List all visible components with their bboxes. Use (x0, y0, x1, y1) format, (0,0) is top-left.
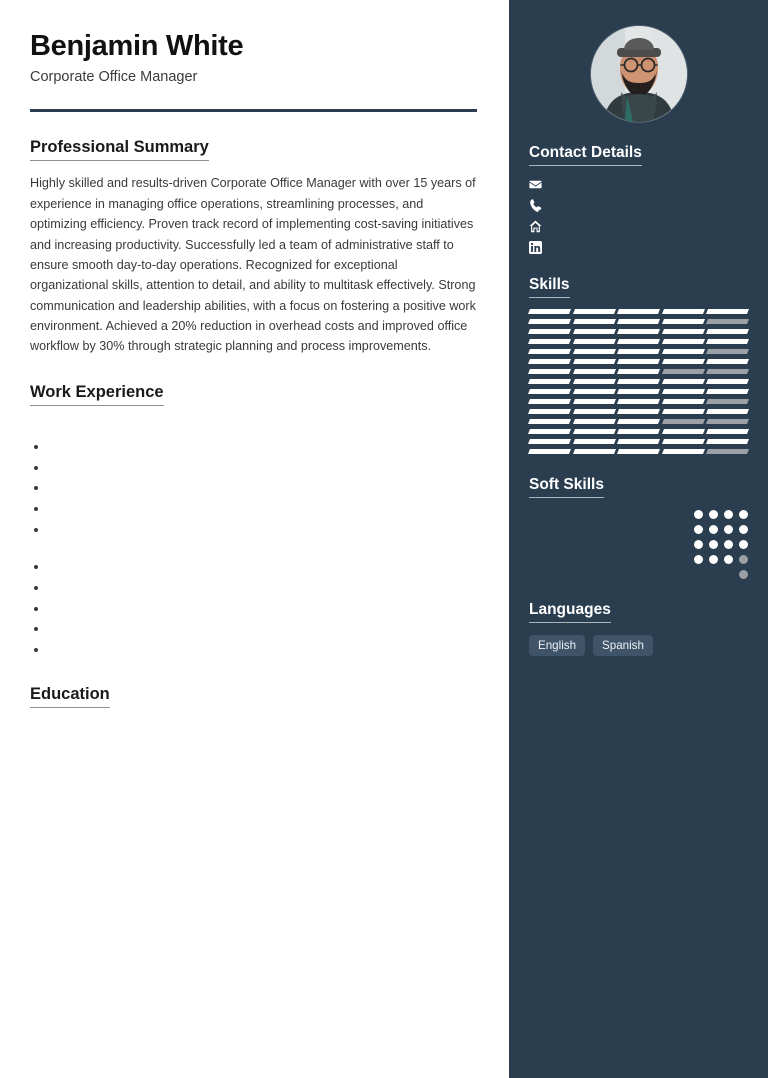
skill-segment (573, 449, 616, 454)
soft-skill-dot (724, 510, 733, 519)
skill-segment (528, 409, 571, 414)
soft-skill-row (529, 510, 748, 519)
language-chip[interactable]: English (529, 635, 585, 656)
skill-segment (617, 329, 660, 334)
skill-bar (529, 449, 748, 454)
job-bullet (48, 599, 477, 618)
skill-segment (573, 329, 616, 334)
skill-segment (706, 369, 749, 374)
soft-skill-dot (724, 540, 733, 549)
education-list (30, 732, 477, 744)
skill-segment (662, 309, 705, 314)
skill-row (529, 389, 748, 394)
skill-bar (529, 329, 748, 334)
skill-segment (706, 429, 749, 434)
skill-segment (617, 389, 660, 394)
contact-row[interactable] (529, 178, 748, 191)
home-icon (529, 220, 546, 233)
soft-skill-dot (694, 540, 703, 549)
skill-row (529, 359, 748, 364)
skill-segment (662, 359, 705, 364)
skill-segment (662, 379, 705, 384)
skill-row (529, 409, 748, 414)
skill-bar (529, 389, 748, 394)
skill-segment (528, 359, 571, 364)
linkedin-icon (529, 241, 546, 254)
candidate-role: Corporate Office Manager (30, 69, 198, 86)
job-list (30, 430, 477, 659)
skill-segment (573, 389, 616, 394)
skill-bar (529, 399, 748, 404)
skill-segment (573, 319, 616, 324)
skill-segment (706, 439, 749, 444)
skill-segment (528, 389, 571, 394)
job-bullet (48, 499, 477, 518)
skill-row (529, 309, 748, 314)
skill-list (529, 309, 748, 454)
skill-row (529, 349, 748, 354)
skill-segment (573, 439, 616, 444)
soft-skill-rating (694, 510, 748, 519)
avatar-portrait-icon (591, 26, 687, 122)
skill-segment (617, 369, 660, 374)
soft-skill-dot (739, 525, 748, 534)
envelope-icon (529, 178, 546, 191)
skill-segment (573, 429, 616, 434)
section-soft-skills (529, 476, 748, 579)
section-title-skills: Skills (529, 276, 570, 298)
job-bullet (48, 578, 477, 597)
skill-bar (529, 429, 748, 434)
job-bullet (48, 520, 477, 539)
section-skills (529, 276, 748, 454)
soft-skill-dot (694, 555, 703, 564)
skill-row (529, 319, 748, 324)
skill-segment (573, 399, 616, 404)
skill-segment (662, 369, 705, 374)
skill-segment (706, 379, 749, 384)
soft-skill-rating (694, 525, 748, 534)
skill-segment (573, 359, 616, 364)
language-list (529, 635, 748, 656)
skill-bar (529, 319, 748, 324)
skill-segment (617, 359, 660, 364)
skill-segment (617, 349, 660, 354)
skill-row (529, 439, 748, 444)
job-bullet (48, 437, 477, 456)
skill-row (529, 429, 748, 434)
contact-row[interactable] (529, 241, 748, 254)
job-bullet (48, 557, 477, 576)
soft-skill-dot (739, 540, 748, 549)
section-title-work: Work Experience (30, 383, 164, 406)
soft-skill-dot (724, 525, 733, 534)
skill-segment (573, 309, 616, 314)
skill-segment (617, 399, 660, 404)
skill-bar (529, 409, 748, 414)
skill-segment (528, 329, 571, 334)
skill-segment (706, 409, 749, 414)
skill-segment (528, 369, 571, 374)
skill-segment (706, 309, 749, 314)
soft-skill-row (529, 540, 748, 549)
skill-segment (528, 339, 571, 344)
skill-row (529, 339, 748, 344)
skill-segment (528, 309, 571, 314)
skill-segment (573, 409, 616, 414)
avatar (591, 26, 687, 122)
skill-segment (617, 309, 660, 314)
skill-segment (528, 449, 571, 454)
soft-skill-row-overflow (529, 570, 748, 579)
language-chip[interactable]: Spanish (593, 635, 653, 656)
section-title-contact: Contact Details (529, 144, 642, 166)
section-title-languages: Languages (529, 601, 611, 623)
soft-skill-dot (724, 555, 733, 564)
skill-segment (573, 369, 616, 374)
skill-row (529, 329, 748, 334)
skill-segment (706, 329, 749, 334)
contact-list (529, 178, 748, 254)
skill-row (529, 369, 748, 374)
skill-segment (617, 339, 660, 344)
skill-segment (617, 439, 660, 444)
soft-skill-dot (709, 540, 718, 549)
soft-skill-row (529, 525, 748, 534)
skill-bar (529, 419, 748, 424)
soft-skill-dot (709, 510, 718, 519)
skill-segment (662, 449, 705, 454)
soft-skill-dot (709, 525, 718, 534)
skill-segment (662, 439, 705, 444)
skill-row (529, 449, 748, 454)
skill-segment (573, 349, 616, 354)
skill-segment (573, 419, 616, 424)
skill-segment (662, 429, 705, 434)
skill-segment (528, 439, 571, 444)
section-title-summary: Professional Summary (30, 138, 209, 161)
skill-bar (529, 309, 748, 314)
job-bullet (48, 458, 477, 477)
skill-row (529, 379, 748, 384)
soft-skill-dot (739, 510, 748, 519)
job-bullet-list (48, 557, 477, 658)
skill-segment (662, 419, 705, 424)
skill-segment (617, 319, 660, 324)
section-contact-details (529, 144, 748, 254)
soft-skill-dot (694, 510, 703, 519)
summary-text: Highly skilled and results-driven Corporate Office Manager with over 15 years of experience in managing office operations, streamlining processes, and optimizing efficiency. Proven track record of implementing cost-saving initiatives and increasing productivity. Successfully led a team of administrative staff to ensure smooth day-to-day operations. Recognized for exceptional organizational skills, attention to detail, and ability to multitask effectively. Strong communication and leadership abilities, with a focus on fostering a positive work environment. Achieved a 20% reduction in overhead costs and improved office workflow by 30% through strategic planning and process improvements. (30, 176, 476, 354)
skill-segment (706, 449, 749, 454)
section-title-soft-skills: Soft Skills (529, 476, 604, 498)
skill-segment (528, 419, 571, 424)
skill-segment (617, 449, 660, 454)
soft-skill-dot (709, 555, 718, 564)
skill-segment (528, 399, 571, 404)
sidebar (509, 0, 768, 1078)
skill-segment (528, 429, 571, 434)
skill-bar (529, 359, 748, 364)
skill-segment (662, 349, 705, 354)
avatar-wrap (529, 0, 748, 122)
skill-segment (706, 389, 749, 394)
skill-segment (706, 399, 749, 404)
job-entry (30, 430, 477, 538)
skill-segment (573, 379, 616, 384)
skill-bar (529, 339, 748, 344)
skill-segment (662, 389, 705, 394)
skill-segment (706, 419, 749, 424)
skill-row (529, 419, 748, 424)
skill-segment (706, 349, 749, 354)
job-bullet (48, 619, 477, 638)
soft-skill-dot (739, 570, 748, 579)
soft-skill-dot (739, 555, 748, 564)
header-divider (30, 109, 477, 112)
section-professional-summary (30, 138, 477, 357)
skill-bar (529, 369, 748, 374)
skill-segment (706, 359, 749, 364)
soft-skill-rating (694, 540, 748, 549)
section-title-education: Education (30, 685, 110, 708)
soft-skill-row (529, 555, 748, 564)
contact-row[interactable] (529, 199, 748, 212)
page-title (30, 30, 477, 85)
soft-skill-dot (694, 525, 703, 534)
skill-segment (706, 339, 749, 344)
phone-icon (529, 199, 546, 212)
skill-bar (529, 439, 748, 444)
section-education (30, 685, 477, 744)
skill-segment (528, 319, 571, 324)
skill-segment (528, 379, 571, 384)
skill-segment (662, 319, 705, 324)
job-bullet (48, 640, 477, 659)
skill-segment (617, 429, 660, 434)
skill-segment (528, 349, 571, 354)
skill-bar (529, 379, 748, 384)
skill-segment (706, 319, 749, 324)
job-entry (30, 550, 477, 658)
skill-segment (662, 409, 705, 414)
job-bullet-list (48, 437, 477, 538)
skill-segment (617, 409, 660, 414)
contact-row[interactable] (529, 220, 748, 233)
skill-segment (662, 399, 705, 404)
candidate-name: Benjamin White (30, 30, 244, 62)
section-languages (529, 601, 748, 656)
skill-segment (662, 329, 705, 334)
skill-segment (662, 339, 705, 344)
soft-skill-list (529, 510, 748, 579)
skill-segment (573, 339, 616, 344)
skill-bar (529, 349, 748, 354)
soft-skill-rating (694, 555, 748, 564)
skill-segment (617, 379, 660, 384)
skill-row (529, 399, 748, 404)
job-bullet (48, 478, 477, 497)
skill-segment (617, 419, 660, 424)
section-work-experience (30, 383, 477, 659)
soft-skill-rating-overflow (739, 570, 748, 579)
